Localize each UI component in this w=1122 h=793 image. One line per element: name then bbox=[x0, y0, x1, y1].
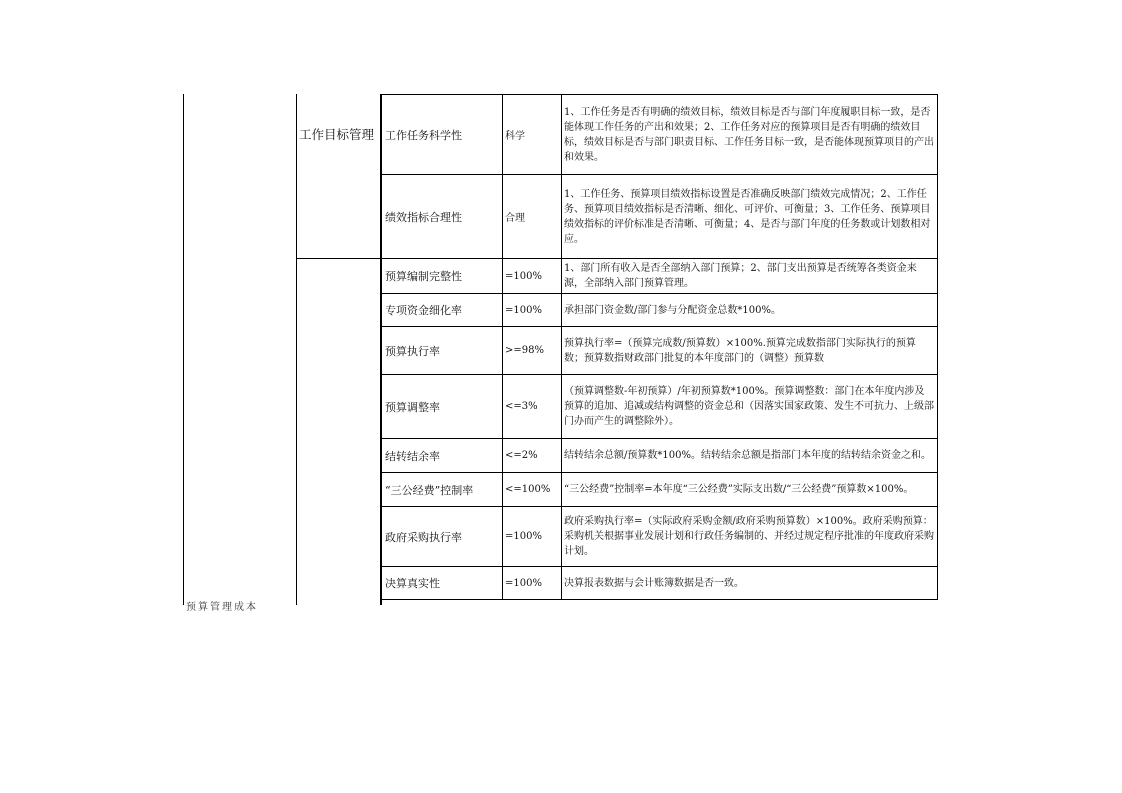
table-row bbox=[382, 375, 938, 439]
indicator-description: 预算执行率=（预算完成数/预算数）×100%.预算完成数指部门实际执行的预算数；预算数指财政部门批复的本年度部门的（调整）预算数 bbox=[562, 327, 938, 375]
table-row bbox=[382, 439, 938, 473]
indicator-name: 政府采购执行率 bbox=[382, 507, 503, 567]
indicator-standard: >=98% bbox=[503, 327, 562, 375]
column-border-category bbox=[296, 94, 297, 605]
indicator-name: 预算执行率 bbox=[382, 327, 503, 375]
indicator-standard: <=3% bbox=[503, 375, 562, 439]
table-row bbox=[382, 473, 938, 507]
indicator-description: 1、工作任务是否有明确的绩效目标，绩效目标是否与部门年度履职目标一致，是否能体现工作任务的产出和效果；2、工作任务对应的预算项目是否有明确的绩效目标，绩效目标是否与部门职责目标、工作任务目标一致，是否能体现预算项目的产出和效果。 bbox=[562, 95, 938, 175]
indicator-name: 预算调整率 bbox=[382, 375, 503, 439]
group-divider bbox=[296, 258, 382, 259]
indicator-description: 决算报表数据与会计账簿数据是否一致。 bbox=[562, 567, 938, 600]
indicator-name: “三公经费”控制率 bbox=[382, 473, 503, 507]
table-row bbox=[382, 567, 938, 600]
indicator-name: 工作任务科学性 bbox=[382, 95, 503, 175]
indicator-standard: 合理 bbox=[503, 175, 562, 259]
indicator-description: “三公经费”控制率=本年度“三公经费”实际支出数/“三公经费”预算数×100%。 bbox=[562, 473, 938, 507]
table-row bbox=[382, 175, 938, 259]
table-row bbox=[382, 259, 938, 294]
indicator-description: 承担部门资金数/部门参与分配资金总数*100%。 bbox=[562, 294, 938, 327]
indicator-description: 1、部门所有收入是否全部纳入部门预算；2、部门支出预算是否统筹各类资金来源，全部纳入部门预算管理。 bbox=[562, 259, 938, 294]
indicator-description: （预算调整数-年初预算）/年初预算数*100%。预算调整数：部门在本年度内涉及预算的追加、追减或结构调整的资金总和（因落实国家政策、发生不可抗力、上级部门办而产生的调整除外）。 bbox=[562, 375, 938, 439]
indicator-standard: =100% bbox=[503, 259, 562, 294]
indicator-standard: =100% bbox=[503, 294, 562, 327]
indicator-name: 预算编制完整性 bbox=[382, 259, 503, 294]
indicator-standard: <=2% bbox=[503, 439, 562, 473]
indicator-standard: =100% bbox=[503, 507, 562, 567]
indicator-name: 绩效指标合理性 bbox=[382, 175, 503, 259]
column-border-left bbox=[183, 94, 184, 605]
indicator-description: 结转结余总额/预算数*100%。结转结余总额是指部门本年度的结转结余资金之和。 bbox=[562, 439, 938, 473]
indicator-name: 结转结余率 bbox=[382, 439, 503, 473]
group-label-work-goal: 工作目标管理 bbox=[299, 127, 375, 142]
table-row bbox=[382, 507, 938, 567]
indicator-name: 决算真实性 bbox=[382, 567, 503, 600]
indicator-description: 政府采购执行率=（实际政府采购金额/政府采购预算数）×100%。政府采购预算：采购机关根据事业发展计划和行政任务编制的、并经过规定程序批准的年度政府采购计划。 bbox=[562, 507, 938, 567]
indicator-standard: =100% bbox=[503, 567, 562, 600]
indicator-name: 专项资金细化率 bbox=[382, 294, 503, 327]
indicator-standard: <=100% bbox=[503, 473, 562, 507]
indicator-standard: 科学 bbox=[503, 95, 562, 175]
table-row bbox=[382, 294, 938, 327]
indicator-description: 1、工作任务、预算项目绩效指标设置是否准确反映部门绩效完成情况；2、工作任务、预算项目绩效指标是否清晰、细化、可评价、可衡量；3、工作任务、预算项目绩效指标的评价标准是否清晰、可衡量；4、是否与部门年度的任务数或计划数相对应。 bbox=[562, 175, 938, 259]
table-row bbox=[382, 327, 938, 375]
table-row bbox=[382, 95, 938, 175]
clipped-category-text: 预算管理成本 bbox=[186, 602, 258, 613]
indicator-table bbox=[381, 94, 938, 600]
